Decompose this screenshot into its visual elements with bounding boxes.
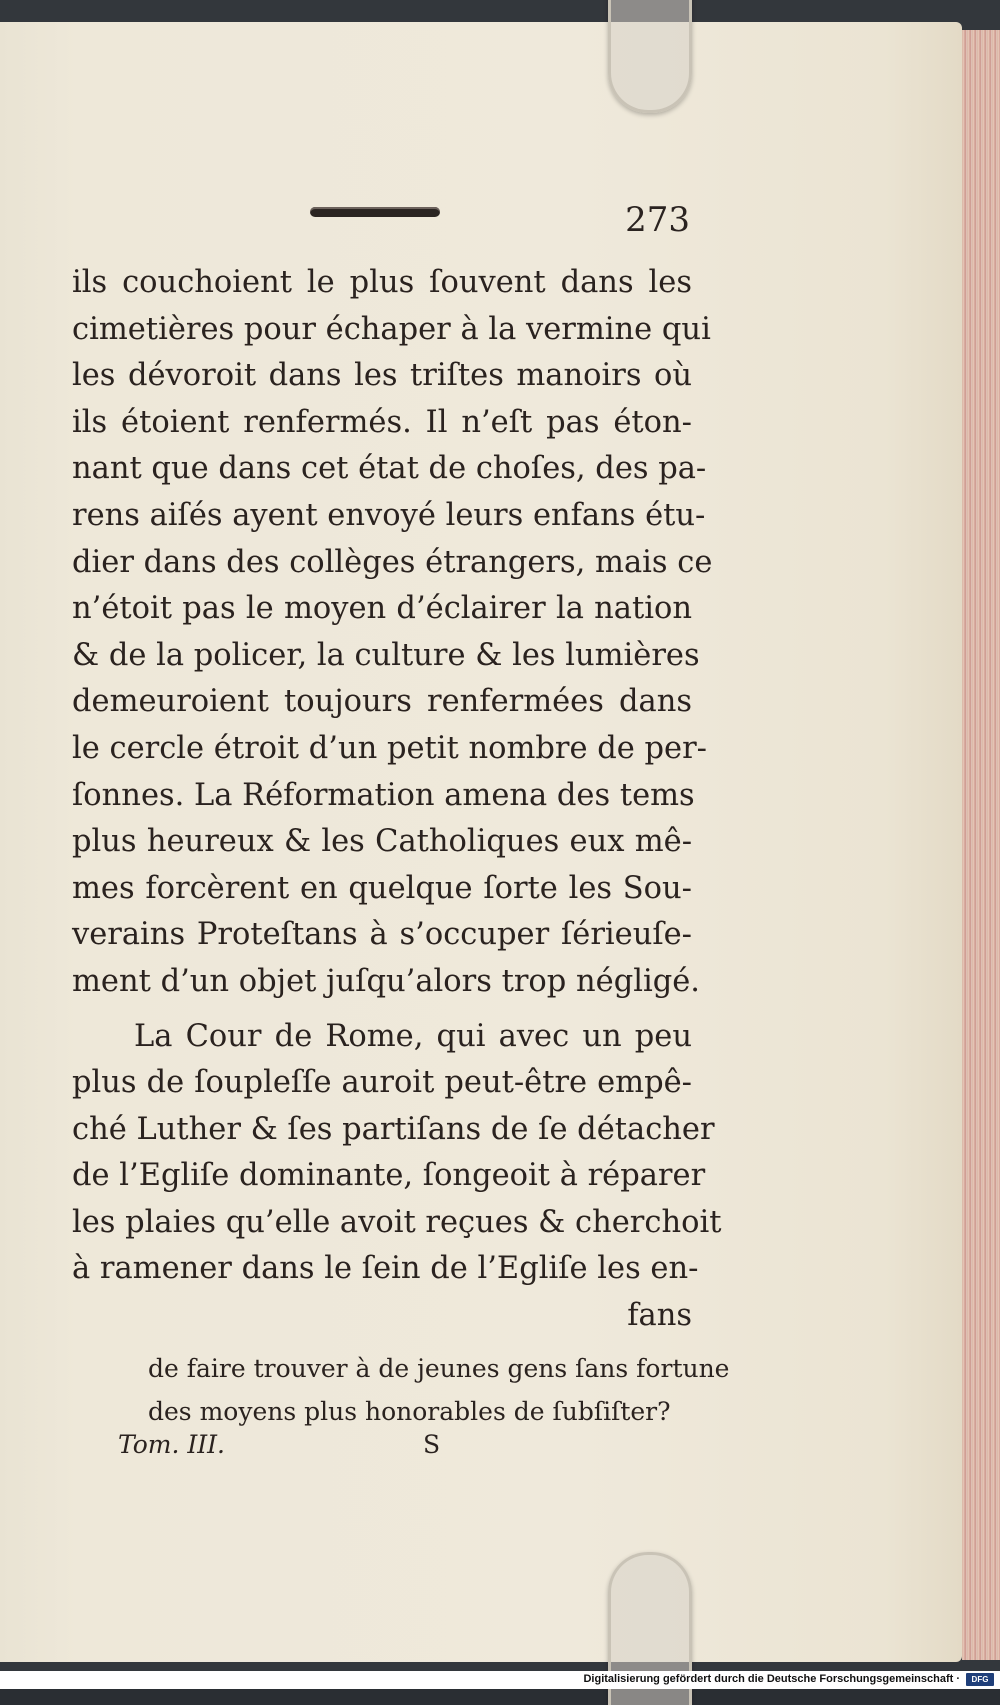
book-page	[0, 22, 962, 1662]
footnote	[148, 1347, 730, 1433]
volume-signature: Tom. III.	[118, 1430, 225, 1459]
footnote-line: de faire trouver à de jeunes gens ſans fortune	[148, 1354, 730, 1383]
text-line: mes forcèrent en quelque ſorte les Sou-	[72, 870, 692, 906]
page-number: 273	[625, 200, 690, 240]
text-line: plus de ſoupleſſe auroit peut-être empê-	[72, 1065, 692, 1101]
text-line: le cercle étroit d’un petit nombre de per-	[72, 730, 707, 766]
text-line: ils étoient renfermés. Il n’eſt pas éton-	[72, 404, 692, 440]
text-line: ils couchoient le plus ſouvent dans les	[72, 265, 692, 300]
text-line: dier dans des collèges étrangers, mais ce	[72, 544, 713, 580]
text-line: ché Luther & ſes partiſans de ſe détacher	[72, 1111, 715, 1147]
text-line: de l’Egliſe dominante, ſongeoit à réparer	[72, 1158, 706, 1194]
signature-line	[118, 1430, 618, 1470]
top-page-clip	[608, 0, 692, 113]
text-line: n’étoit pas le moyen d’éclairer la nation	[72, 591, 692, 627]
text-line: ſonnes. La Réformation amena des tems	[72, 777, 695, 813]
text-line: ment d’un objet juſqu’alors trop négligé.	[72, 963, 701, 999]
body-text	[72, 260, 722, 1340]
digitization-credit: Digitalisierung gefördert durch die Deutsche Forschungsgemeinschaft ·	[583, 1673, 960, 1685]
text-line: cimetières pour échaper à la vermine qui	[72, 311, 711, 347]
page-fore-edge	[962, 30, 1000, 1660]
text-line: les plaies qu’elle avoit reçues & cherchoit	[72, 1204, 722, 1240]
gathering-letter: S	[423, 1430, 441, 1459]
text-line: demeuroient toujours renfermées dans	[72, 684, 692, 720]
text-line: rens aiſés ayent envoyé leurs enfans étu-	[72, 497, 706, 533]
text-line: verains Proteſtans à s’occuper ſérieuſe-	[72, 917, 692, 953]
text-line: plus heureux & les Catholiques eux mê-	[72, 824, 692, 860]
text-line: nant que dans cet état de choſes, des pa-	[72, 451, 707, 487]
text-line: La Cour de Rome, qui avec un peu	[134, 1018, 692, 1054]
text-line: & de la policer, la culture & les lumières	[72, 637, 700, 673]
footnote-line: des moyens plus honorables de ſubſiſter?	[148, 1397, 671, 1426]
catchword: fans	[627, 1298, 692, 1334]
text-line: les dévoroit dans les triſtes manoirs où	[72, 358, 692, 394]
text-line: à ramener dans le ſein de l’Egliſe les en-	[72, 1251, 699, 1287]
dfg-logo-icon: DFG	[966, 1673, 994, 1686]
header-ornament-rule	[310, 207, 440, 217]
digitization-footer	[0, 1671, 1000, 1689]
